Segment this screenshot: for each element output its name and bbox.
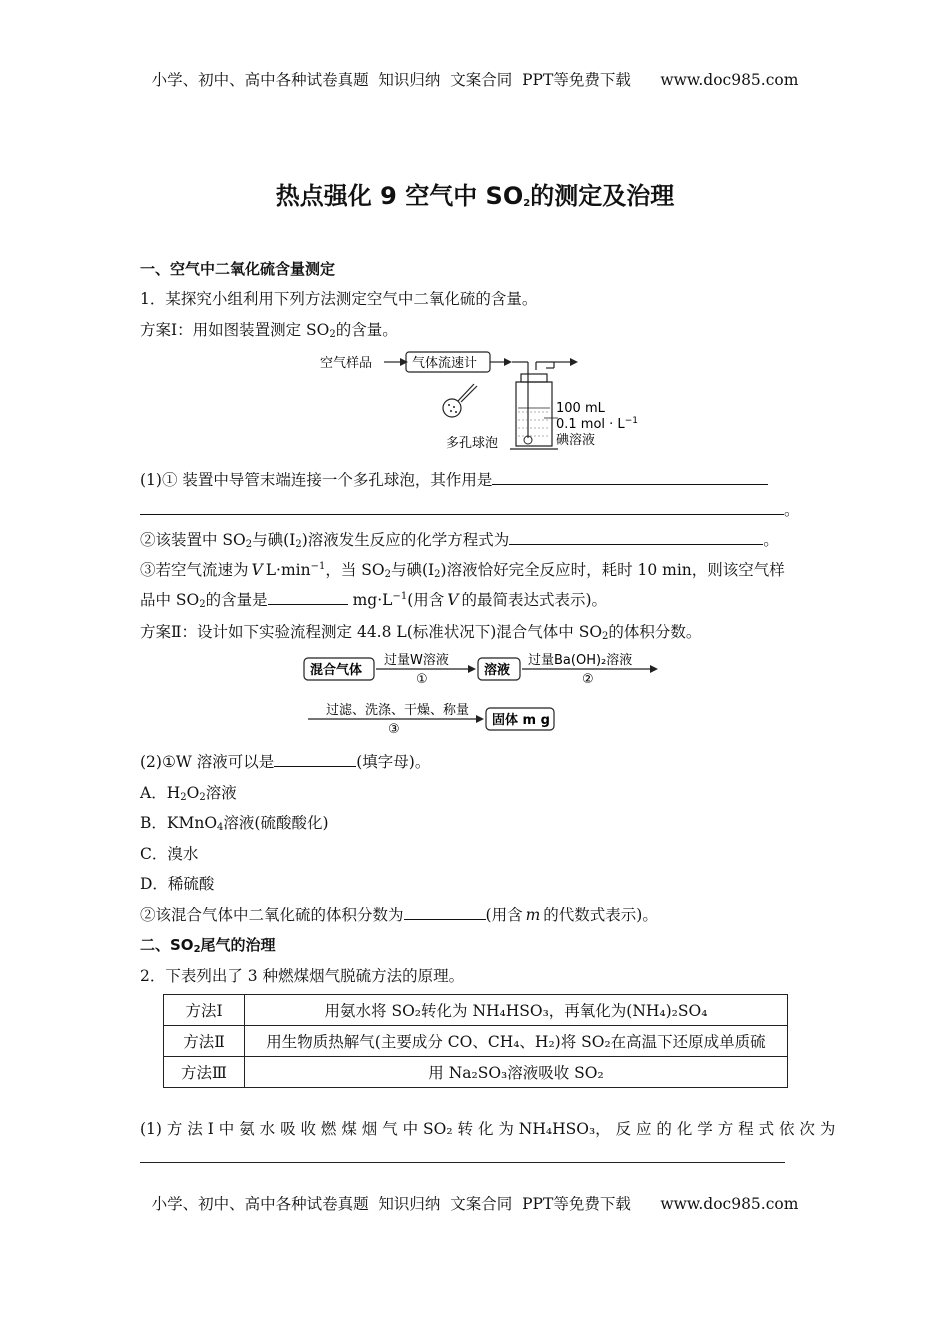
concentration-label: 0.1 mol · $L^{-1}$ [556, 416, 638, 432]
flow-diagram [300, 650, 660, 740]
step3-number: ③ [388, 722, 400, 737]
answer-line[interactable] [140, 1162, 785, 1163]
method-cell: 方法Ⅱ [164, 1026, 245, 1057]
gas-washing-bottle [516, 382, 552, 446]
page-footer: 小学、初中、高中各种试卷真题 知识归纳 文案合同 PPT等免费下载 www.doc985.com [151, 1195, 799, 1213]
answer-blank[interactable] [404, 905, 486, 920]
mixed-gas-label: 混合气体 [310, 663, 363, 678]
plan-2-label: 方案Ⅱ：设计如下实验流程测定 44.8 L(标准状况下)混合气体中 $SO_2$的体积分数。 [140, 623, 702, 642]
section-heading-1: 一、空气中二氧化硫含量测定 [140, 260, 336, 278]
question-1-2-part: (2)①W 溶液可以是 (填字母)。 [140, 753, 431, 771]
description-cell: 用氨水将 SO₂转化为 NH₄HSO₃，再氧化为(NH₄)₂SO₄ [245, 995, 788, 1026]
iodine-solution-label: 碘溶液 [556, 433, 596, 448]
answer-blank[interactable] [509, 530, 763, 545]
flowmeter-label: 气体流速计 [412, 356, 478, 371]
porous-bulb-icon [443, 399, 461, 417]
air-sample-label: 空气样品 [320, 356, 373, 371]
page-title: 热点强化 9 空气中 $SO_2$的测定及治理 [275, 182, 675, 210]
question-2-1: (1) 方 法 Ⅰ 中 氨 水 吸 收 燃 煤 烟 气 中 SO₂ 转 化 为 NH₄HSO₃， 反 应 的 化 学 方 程 式 依 次 为 [140, 1120, 836, 1138]
method-cell: 方法Ⅰ [164, 995, 245, 1026]
volume-label: 100 mL [556, 401, 605, 416]
table-row [164, 1026, 788, 1057]
question-1-2-b: ②该混合气体中二氧化硫的体积分数为 (用含 m 的代数式表示)。 [140, 906, 658, 924]
method-cell: 方法Ⅲ [164, 1057, 245, 1088]
apparatus-diagram [318, 348, 638, 456]
question-1-1-cont: 。 [140, 498, 800, 520]
answer-blank[interactable] [274, 752, 356, 767]
solution-label: 溶液 [484, 663, 511, 678]
option-c[interactable]: C．溴水 [140, 845, 199, 863]
question-1-2: ②该装置中 $SO_2$与碘$(I_2)$溶液发生反应的化学方程式为 。 [140, 531, 779, 550]
bubbler-label: 多孔球泡 [446, 436, 499, 451]
description-cell: 用 Na₂SO₃溶液吸收 SO₂ [245, 1057, 788, 1088]
plan-1-label: 方案Ⅰ：用如图装置测定 $SO_2$的含量。 [140, 321, 398, 340]
question-1-3-cont: 品中 $SO_2$的含量是 $mg\cdot L^{-1}$(用含 V 的最简表达式表示)。 [140, 591, 608, 610]
solid-label: 固体 m g [492, 713, 550, 728]
question-1-intro: 1．某探究小组利用下列方法测定空气中二氧化硫的含量。 [140, 290, 538, 308]
table-row [164, 1057, 788, 1088]
question-1-1: (1)① 装置中导管末端连接一个多孔球泡，其作用是 [140, 468, 768, 490]
option-d[interactable]: D．稀硫酸 [140, 875, 215, 893]
answer-blank[interactable] [492, 470, 768, 485]
question-2-intro: 2．下表列出了 3 种燃煤烟气脱硫方法的原理。 [140, 967, 465, 985]
desulfurization-table [163, 994, 788, 1088]
section-heading-2: 二、$SO_2$尾气的治理 [140, 936, 276, 955]
table-row [164, 995, 788, 1026]
step1-label: 过量W溶液 [384, 653, 449, 668]
step2-number: ② [582, 672, 594, 687]
step2-label: 过量Ba(OH)₂溶液 [528, 653, 633, 668]
answer-blank[interactable] [268, 590, 348, 605]
option-b[interactable]: B．KMnO$_4$溶液(硫酸酸化) [140, 814, 329, 833]
answer-blank[interactable] [140, 500, 784, 515]
step1-number: ① [416, 672, 428, 687]
question-1-3: ③若空气流速为 V $L\cdot\min^{-1}$，当 $SO_2$与碘$(I_2)$溶液恰好完全反应时，耗时 10 min，则该空气样 [140, 561, 785, 580]
page-header: 小学、初中、高中各种试卷真题 知识归纳 文案合同 PPT等免费下载 www.doc985.com [151, 71, 799, 89]
description-cell: 用生物质热解气(主要成分 CO、CH₄、H₂)将 SO₂在高温下还原成单质硫 [245, 1026, 788, 1057]
option-a[interactable]: A．$H_2O_2$溶液 [140, 784, 237, 803]
step3-label: 过滤、洗涤、干燥、称量 [326, 703, 470, 718]
